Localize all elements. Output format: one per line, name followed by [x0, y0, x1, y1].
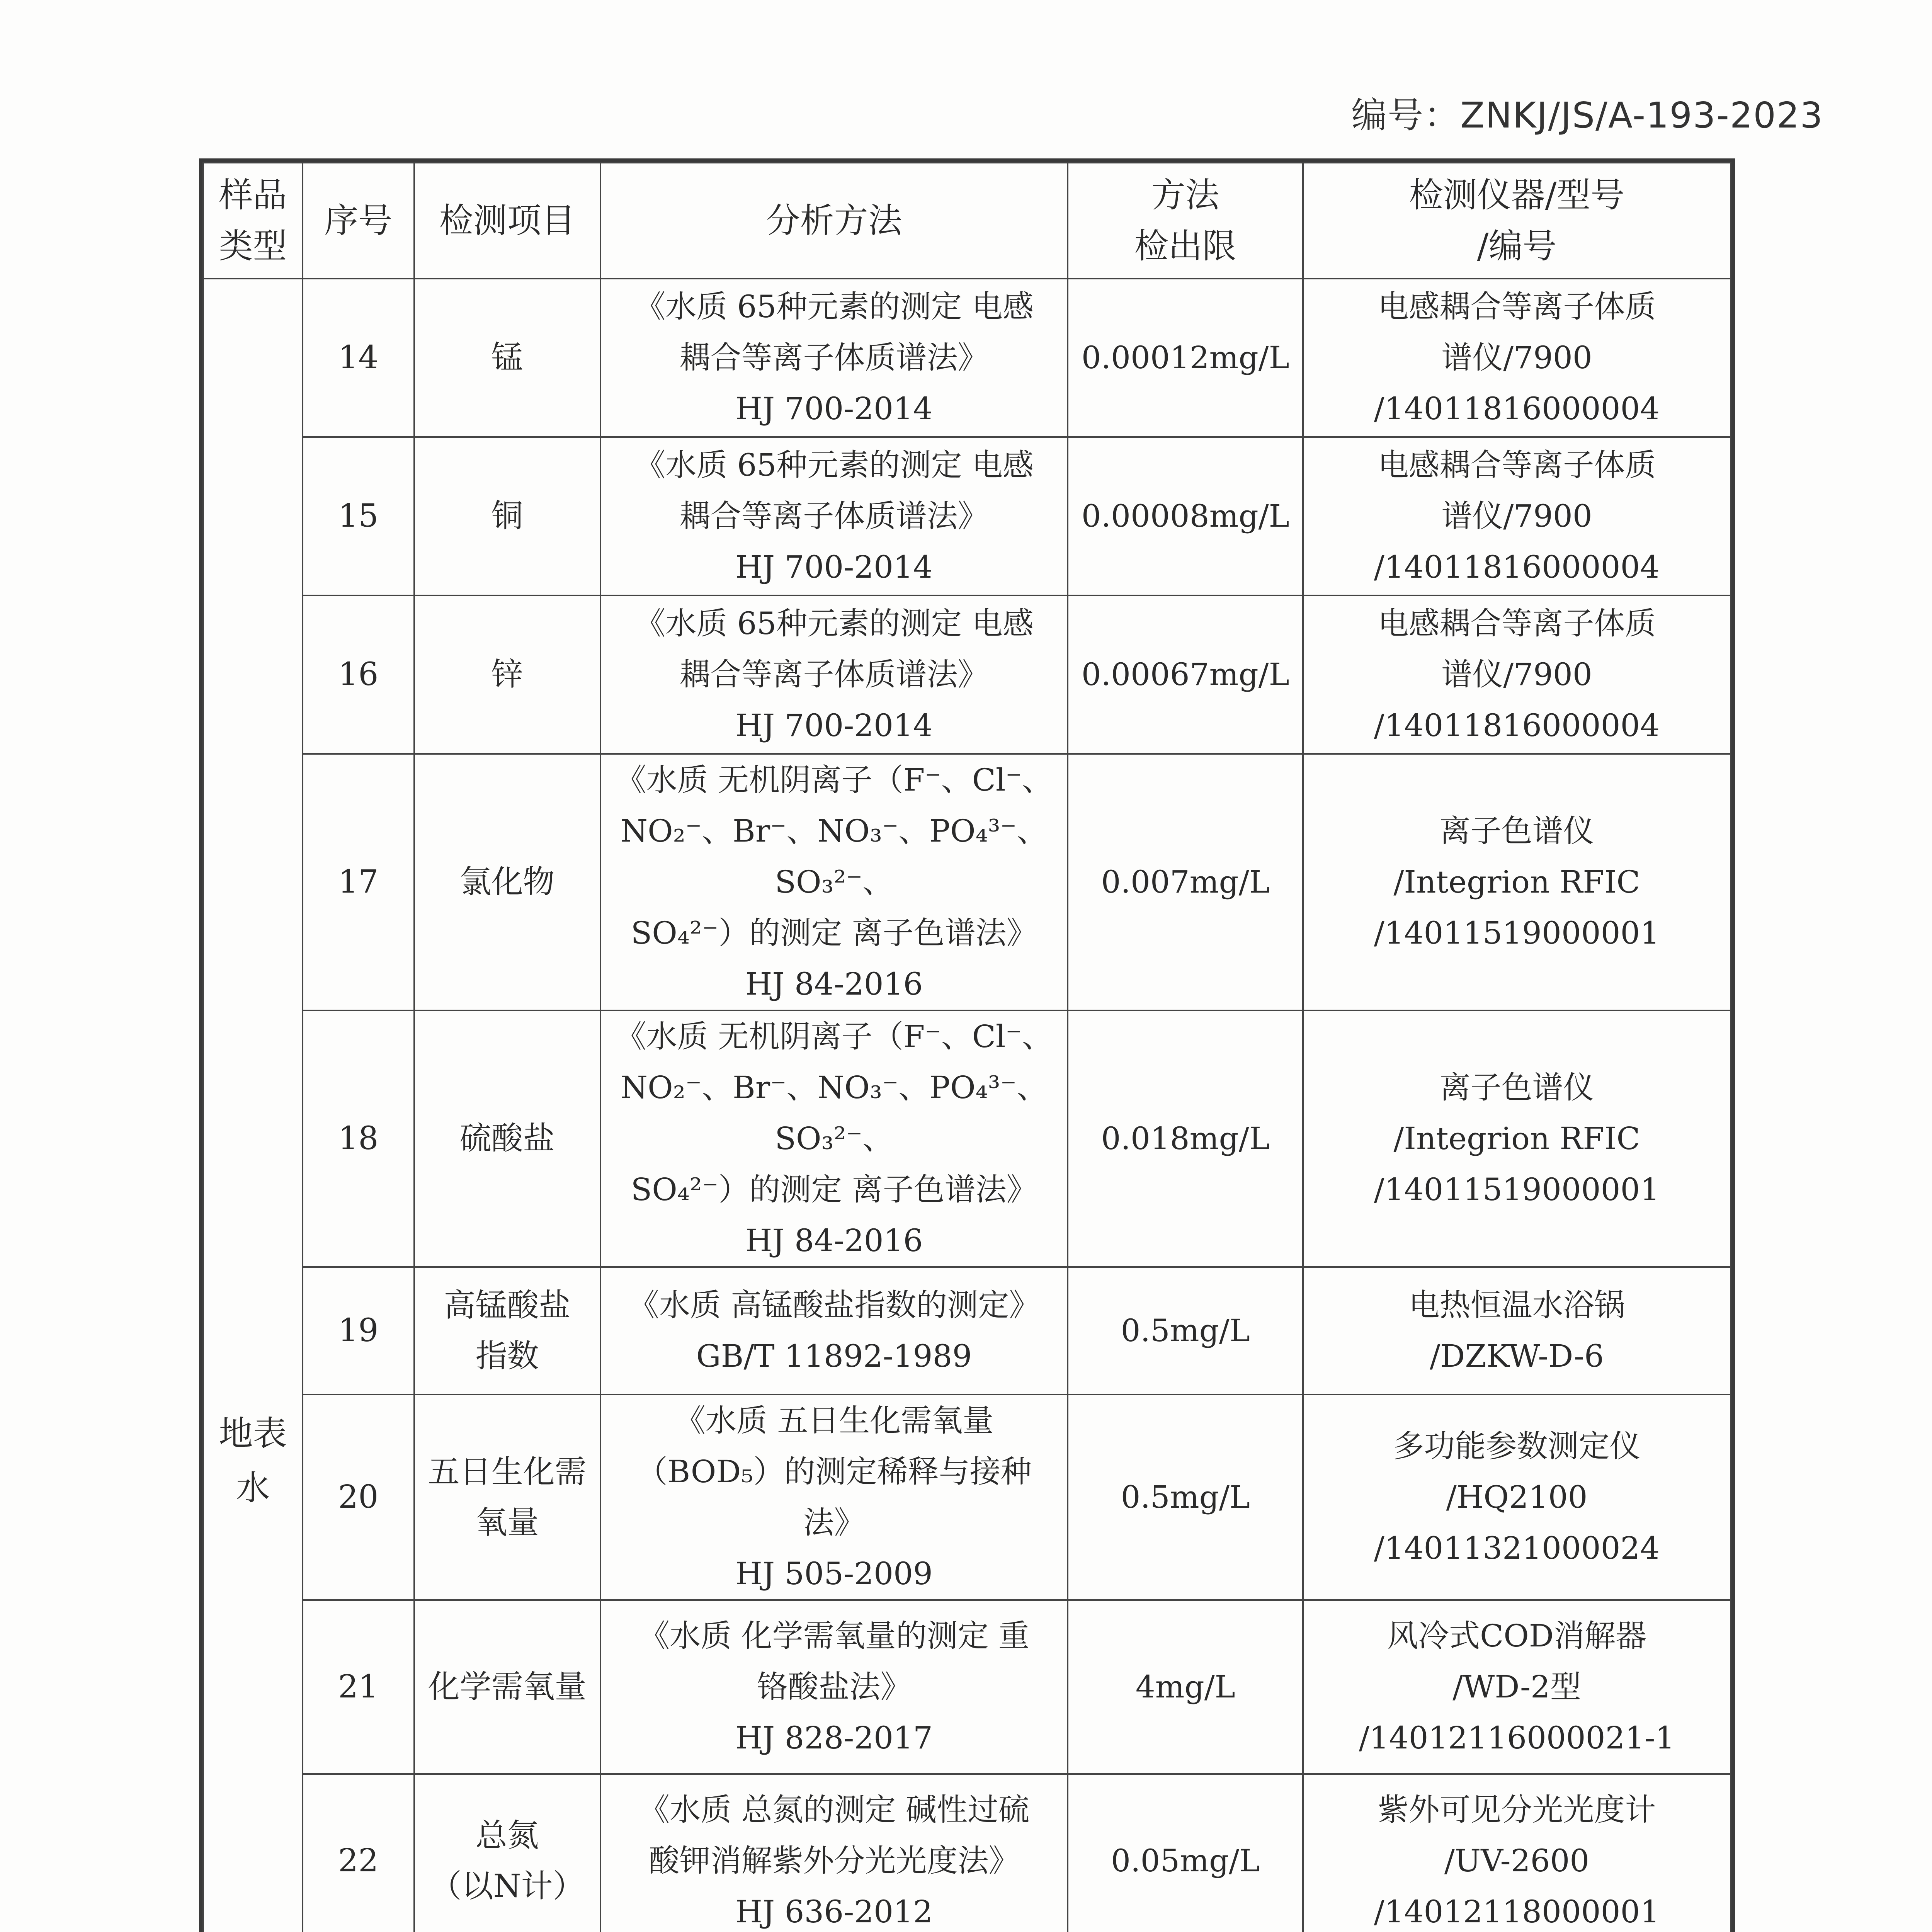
table-row [203, 279, 1731, 437]
seq-cell: 15 [303, 437, 414, 595]
seq-cell: 16 [303, 595, 414, 754]
instrument-cell: 多功能参数测定仪 /HQ2100 /14011321000024 [1303, 1395, 1731, 1600]
table-row [203, 754, 1731, 1010]
item-cell: 化学需氧量 [414, 1600, 600, 1774]
header-sample-type: 样品 类型 [203, 163, 303, 279]
table [202, 162, 1731, 1932]
table-row [203, 1600, 1731, 1774]
sample-type-cell: 地表 水 [203, 279, 303, 1932]
item-cell: 总氮 （以N计） [414, 1774, 600, 1932]
item-cell: 五日生化需 氧量 [414, 1395, 600, 1600]
instrument-cell: 离子色谱仪 /Integrion RFIC /14011519000001 [1303, 1010, 1731, 1267]
method-cell: 《水质 65种元素的测定 电感 耦合等离子体质谱法》 HJ 700-2014 [600, 279, 1068, 437]
header-item: 检测项目 [414, 163, 600, 279]
header-instrument: 检测仪器/型号 /编号 [1303, 163, 1731, 279]
table-body [203, 279, 1731, 1932]
limit-cell: 0.5mg/L [1068, 1395, 1303, 1600]
instrument-cell: 电感耦合等离子体质 谱仪/7900 /14011816000004 [1303, 279, 1731, 437]
limit-cell: 4mg/L [1068, 1600, 1303, 1774]
table-row [203, 1267, 1731, 1395]
header-limit: 方法 检出限 [1068, 163, 1303, 279]
limit-cell: 0.00008mg/L [1068, 437, 1303, 595]
method-cell: 《水质 无机阴离子（F⁻、Cl⁻、 NO₂⁻、Br⁻、NO₃⁻、PO₄³⁻、SO₃²⁻、 SO₄²⁻）的测定 离子色谱法》 HJ 84-2016 [600, 754, 1068, 1010]
instrument-cell: 电感耦合等离子体质 谱仪/7900 /14011816000004 [1303, 437, 1731, 595]
seq-cell: 14 [303, 279, 414, 437]
method-cell: 《水质 五日生化需氧量 （BOD₅）的测定稀释与接种法》 HJ 505-2009 [600, 1395, 1068, 1600]
item-cell: 硫酸盐 [414, 1010, 600, 1267]
document-number: 编号：ZNKJ/JS/A-193-2023 [1351, 95, 1823, 136]
instrument-cell: 离子色谱仪 /Integrion RFIC /14011519000001 [1303, 754, 1731, 1010]
method-cell: 《水质 65种元素的测定 电感 耦合等离子体质谱法》 HJ 700-2014 [600, 595, 1068, 754]
limit-cell: 0.00067mg/L [1068, 595, 1303, 754]
method-cell: 《水质 65种元素的测定 电感 耦合等离子体质谱法》 HJ 700-2014 [600, 437, 1068, 595]
header-seq: 序号 [303, 163, 414, 279]
limit-cell: 0.018mg/L [1068, 1010, 1303, 1267]
instrument-cell: 紫外可见分光光度计 /UV-2600 /14012118000001 [1303, 1774, 1731, 1932]
header-row [203, 163, 1731, 279]
table-row [203, 595, 1731, 754]
seq-cell: 22 [303, 1774, 414, 1932]
table-row [203, 1395, 1731, 1600]
header-method: 分析方法 [600, 163, 1068, 279]
method-cell: 《水质 无机阴离子（F⁻、Cl⁻、 NO₂⁻、Br⁻、NO₃⁻、PO₄³⁻、SO₃²⁻、 SO₄²⁻）的测定 离子色谱法》 HJ 84-2016 [600, 1010, 1068, 1267]
method-cell: 《水质 高锰酸盐指数的测定》 GB/T 11892-1989 [600, 1267, 1068, 1395]
instrument-cell: 风冷式COD消解器 /WD-2型 /14012116000021-1 [1303, 1600, 1731, 1774]
seq-cell: 21 [303, 1600, 414, 1774]
item-cell: 氯化物 [414, 754, 600, 1010]
limit-cell: 0.007mg/L [1068, 754, 1303, 1010]
limit-cell: 0.5mg/L [1068, 1267, 1303, 1395]
seq-cell: 19 [303, 1267, 414, 1395]
table-row [203, 1010, 1731, 1267]
method-cell: 《水质 化学需氧量的测定 重 铬酸盐法》 HJ 828-2017 [600, 1600, 1068, 1774]
limit-cell: 0.05mg/L [1068, 1774, 1303, 1932]
table-row [203, 437, 1731, 595]
instrument-cell: 电感耦合等离子体质 谱仪/7900 /14011816000004 [1303, 595, 1731, 754]
item-cell: 铜 [414, 437, 600, 595]
item-cell: 锌 [414, 595, 600, 754]
item-cell: 高锰酸盐 指数 [414, 1267, 600, 1395]
seq-cell: 20 [303, 1395, 414, 1600]
instrument-cell: 电热恒温水浴锅 /DZKW-D-6 [1303, 1267, 1731, 1395]
test-method-table [199, 158, 1735, 1932]
seq-cell: 18 [303, 1010, 414, 1267]
item-cell: 锰 [414, 279, 600, 437]
table-row [203, 1774, 1731, 1932]
seq-cell: 17 [303, 754, 414, 1010]
limit-cell: 0.00012mg/L [1068, 279, 1303, 437]
method-cell: 《水质 总氮的测定 碱性过硫 酸钾消解紫外分光光度法》 HJ 636-2012 [600, 1774, 1068, 1932]
